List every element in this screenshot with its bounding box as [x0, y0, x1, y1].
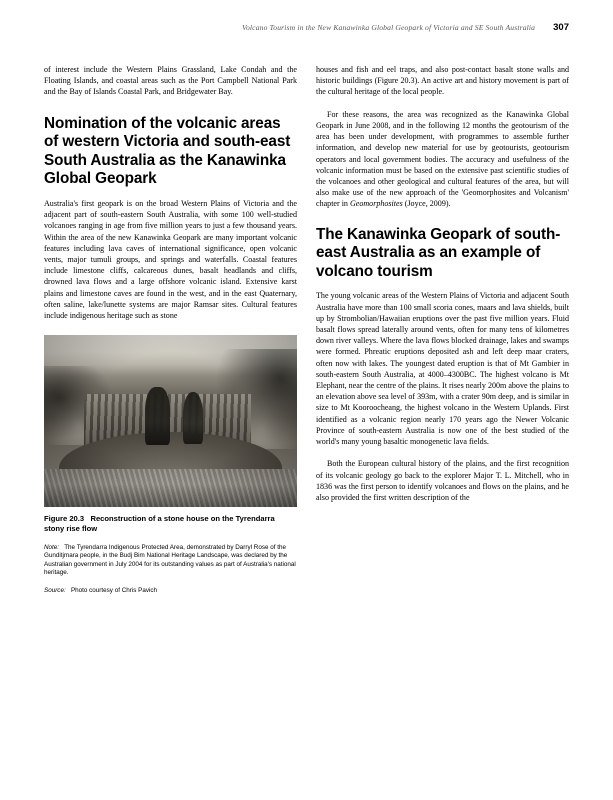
figure-caption-label: Figure 20.3	[44, 514, 85, 524]
paragraph-geopark-recognition-end: (Joyce, 2009).	[402, 199, 451, 209]
left-column	[44, 64, 297, 754]
section-heading-nomination: Nomination of the volcanic areas of western Victoria and south-east South Australia as the Kanawinka Global Geopark	[44, 114, 291, 188]
paragraph-continued-left: of interest include the Western Plains Grassland, Lake Condah and the Floating Islands, and coastal areas such as the Port Campbell National Park and the Bay of Islands Coastal Park, and Bridgewater Bay.	[44, 65, 297, 97]
running-head	[44, 22, 569, 38]
figure-source-text: Photo courtesy of Chris Pavich	[70, 587, 158, 594]
right-column	[316, 64, 569, 754]
figure-note-text: The Tyrendarra Indigenous Protected Area, demonstrated by Darryl Rose of the Gunditjmara people, in the Budj Bim National Heritage Landscape, was declared by the Australian government in July 2004 for its outstanding values as part of Australia's national heritage.	[44, 543, 296, 577]
paragraph-continued-right: houses and fish and eel traps, and also post-contact basalt stone walls and historic buildings (Figure 20.3). An active art and history movement is part of the cultural heritage of the local people.	[316, 65, 569, 97]
photo-vignette	[44, 335, 297, 507]
running-head-title: Volcano Tourism in the New Kanawinka Global Geopark of Victoria and SE South Australia	[242, 23, 536, 32]
figure-note	[44, 544, 297, 578]
figure-source	[44, 587, 297, 596]
paragraph-geopark-recognition-text: For these reasons, the area was recognized as the Kanawinka Global Geopark in June 2008, and in the following 12 months the geotourism of the area has been under development, with programmes to assemble further information, and develop new material for use by geotourists, geotourism operators and local government bodies. The accuracy and usefulness of the volcanic information must be based on the extensive past scientific studies of the volcanoes and other geological and cultural features of the area, but will also make use of the new approach of the 'Geomorphosites and Volcanism' chapter in	[316, 109, 569, 209]
paragraph-geopark-recognition	[316, 109, 569, 210]
section-heading-kanawinka-example: The Kanawinka Geopark of south-east Australia as an example of volcano tourism	[316, 225, 561, 280]
stone-house-reconstruction-photo	[44, 335, 297, 507]
book-title-geomorphosites: Geomorphosites	[349, 199, 403, 209]
paragraph-young-volcanic-areas: The young volcanic areas of the Western Plains of Victoria and adjacent South Australia have more than 100 small scoria cones, maars and lava shields, built up by Strombolian/Hawaiian eruptions over the past five million years. Fluid basalt flows spread laterally around vents, often for many tens of kilometres down river valleys. Where the lava flows blocked drainage, lakes and swamps were formed. Phreatic eruptions deposited ash and left deep maar craters, often now with lakes. The youngest dated eruption is that of Mt Gambier in south-eastern South Australia, at 4000–4300BC. The highest volcano is Mt Elephant, near the centre of the plains. It rises nearly 200m above the plains to an elevation above sea level of 393m, with a crater 90m deep, and is similar in size to Mt Kooroocheang, the highest volcano in the Western Uplands. First identified as a volcanic region nearly 170 years ago the Newer Volcanic Province of south-eastern Australia is now one of the best studied of the world's many young basaltic monogenetic lava fields.	[316, 291, 569, 447]
figure-caption	[44, 514, 297, 534]
page-number: 307	[553, 22, 569, 33]
figure-20-3	[44, 335, 297, 595]
body-columns	[44, 64, 569, 754]
paragraph-geopark-description: Australia's first geopark is on the broad Western Plains of Victoria and the adjacent part of south-eastern South Australia, with some 100 well-studied volcanoes ranging in age from five million years to just a few thousand years. Within the area of the new Kanawinka Geopark are many important volcanic features including lava caves of international significance, open volcanic vents, major tumuli groups, and springs and waterfalls. Coastal features include limestone cliffs, calcareous dunes, basalt headlands and cliffs, drowned lava flows and a large offshore volcanic island. Extensive karst plains and limestone caves are found in the west, and in the east Quaternary, often saline, lake/lunette systems are major Ramsar sites. Cultural features include indigenous heritage such as stone	[44, 198, 297, 321]
figure-caption-text: Reconstruction of a stone house on the Tyrendarra stony rise flow	[44, 514, 275, 534]
paragraph-european-cultural-history: Both the European cultural history of the plains, and the first recognition of its volcanic geology go back to the explorer Major T. L. Mitchell, who in 1836 was the first person to identify volcanoes and flows on the plains, and he also provided the first written description of the	[316, 459, 569, 503]
figure-note-label: Note:	[44, 543, 60, 551]
figure-source-label: Source:	[44, 587, 66, 594]
figure-image-frame	[44, 335, 297, 507]
